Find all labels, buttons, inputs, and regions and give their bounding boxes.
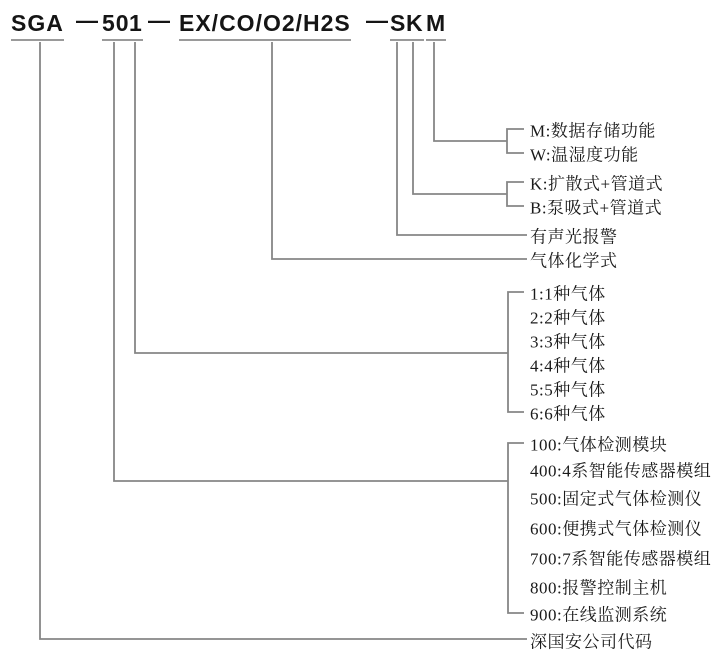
legend-company: 深国安公司代码 — [530, 632, 653, 652]
legend-gas-count-2: 2:2种气体 — [530, 308, 606, 328]
code-segment-storage: M — [426, 10, 446, 41]
line-series — [114, 42, 508, 481]
legend-series-500: 500:固定式气体检测仪 — [530, 489, 703, 509]
code-dash: — — [366, 8, 388, 33]
legend-series-800: 800:报警控制主机 — [530, 578, 668, 598]
legend-gas-count-5: 5:5种气体 — [530, 380, 606, 400]
code-segment-series: 50 — [102, 10, 130, 41]
code-segment-alarm: S — [390, 10, 406, 41]
legend-series-600: 600:便携式气体检测仪 — [530, 519, 703, 539]
line-formula — [272, 42, 527, 259]
legend-gas-count-6: 6:6种气体 — [530, 404, 606, 424]
legend-gas-count-3: 3:3种气体 — [530, 332, 606, 352]
legend-sampling-b: B:泵吸式+管道式 — [530, 198, 663, 218]
bracket-series — [508, 443, 524, 613]
legend-formula: 气体化学式 — [530, 251, 618, 271]
legend-series-100: 100:气体检测模块 — [530, 435, 668, 455]
legend-sampling-k: K:扩散式+管道式 — [530, 174, 664, 194]
bracket-storage — [507, 129, 524, 153]
legend-gas-count-4: 4:4种气体 — [530, 356, 606, 376]
code-segment-formula: EX/CO/O2/H2S — [179, 10, 351, 41]
line-gas-count — [135, 42, 508, 353]
legend-alarm: 有声光报警 — [530, 227, 618, 247]
line-company — [40, 42, 527, 639]
bracket-gas-count — [508, 292, 524, 412]
code-segment-gas-count: 1 — [129, 10, 143, 41]
legend-storage-w: W:温湿度功能 — [530, 145, 639, 165]
legend-gas-count-1: 1:1种气体 — [530, 284, 606, 304]
code-segment-sampling: K — [406, 10, 424, 41]
line-sampling — [413, 42, 507, 194]
legend-series-900: 900:在线监测系统 — [530, 605, 668, 625]
code-segment-company: SGA — [11, 10, 64, 41]
legend-storage-m: M:数据存储功能 — [530, 121, 656, 141]
legend-series-700: 700:7系智能传感器模组 — [530, 549, 712, 569]
code-dash: — — [148, 8, 170, 33]
legend-series-400: 400:4系智能传感器模组 — [530, 461, 712, 481]
line-storage — [434, 42, 507, 141]
bracket-sampling — [507, 182, 524, 206]
code-dash: — — [76, 8, 98, 33]
